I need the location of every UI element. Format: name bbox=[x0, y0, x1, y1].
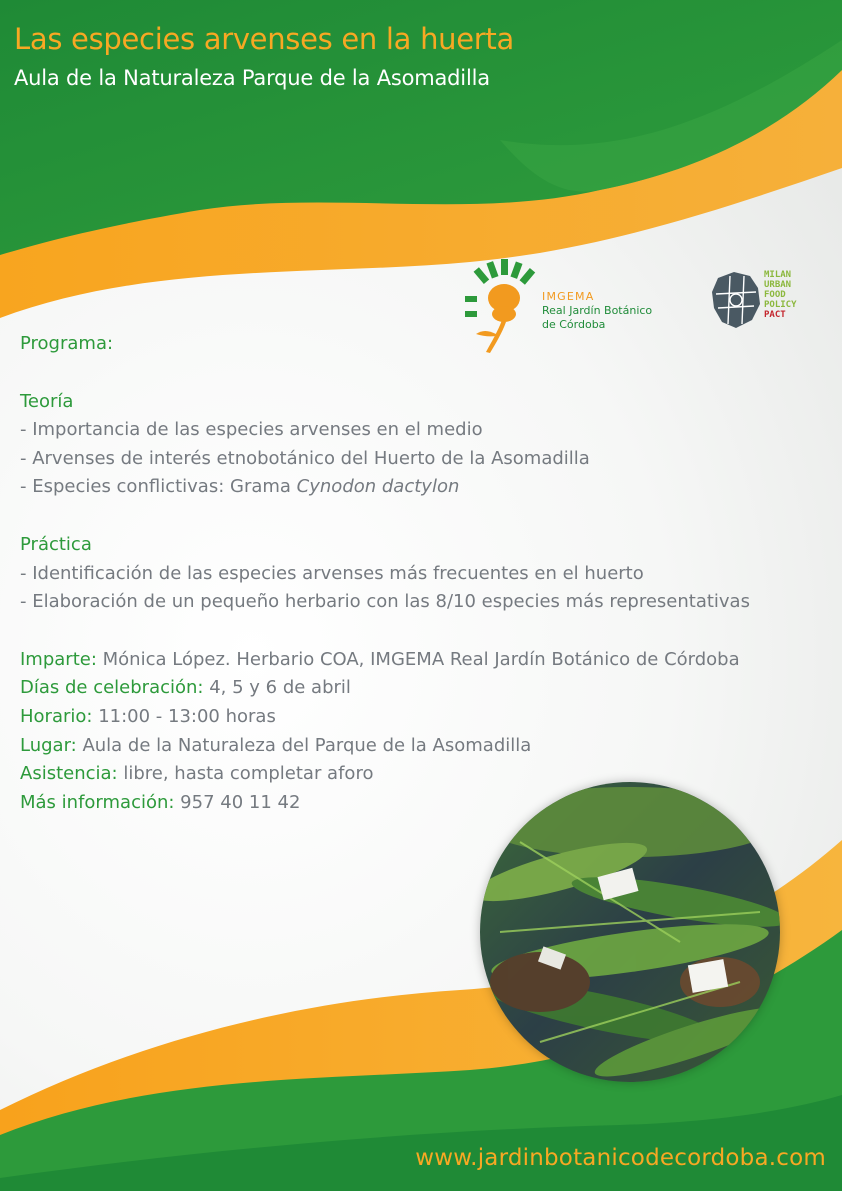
detail-label: Asistencia: bbox=[20, 763, 118, 785]
plants-photo bbox=[480, 782, 780, 1082]
detail-value: Aula de la Naturaleza del Parque de la Asomadilla bbox=[76, 734, 532, 756]
spacer bbox=[20, 502, 830, 531]
species-name: Cynodon dactylon bbox=[296, 476, 460, 498]
detail-label: Lugar: bbox=[20, 734, 77, 756]
milan-line-3: FOOD bbox=[764, 290, 786, 300]
teoria-item-text: - Especies conflictivas: Grama bbox=[20, 476, 297, 498]
milan-pact-wordmark bbox=[764, 270, 797, 320]
teoria-item: - Importancia de las especies arvenses en el medio bbox=[20, 419, 483, 441]
imgema-wordmark bbox=[542, 290, 652, 332]
detail-dias bbox=[20, 674, 830, 703]
practica-item: - Identificación de las especies arvenses más frecuentes en el huerto bbox=[20, 562, 644, 584]
spacer bbox=[20, 617, 830, 646]
milan-map-icon bbox=[710, 268, 762, 332]
milan-pact-logo bbox=[710, 268, 820, 338]
milan-line-5: PACT bbox=[764, 310, 786, 320]
spacer bbox=[20, 359, 830, 388]
detail-asistencia bbox=[20, 760, 830, 789]
program-content bbox=[20, 330, 830, 817]
detail-value: 11:00 - 13:00 horas bbox=[92, 705, 276, 727]
detail-label: Días de celebración: bbox=[20, 677, 204, 699]
detail-imparte bbox=[20, 646, 830, 675]
detail-label: Imparte: bbox=[20, 648, 97, 670]
teoria-item bbox=[20, 473, 830, 502]
detail-label: Más información: bbox=[20, 791, 175, 813]
detail-label: Horario: bbox=[20, 705, 93, 727]
program-heading: Programa: bbox=[20, 333, 114, 354]
milan-line-4: POLICY bbox=[764, 300, 797, 310]
milan-line-2: URBAN bbox=[764, 280, 792, 290]
poster-title: Las especies arvenses en la huerta bbox=[14, 22, 514, 56]
detail-horario bbox=[20, 703, 830, 732]
detail-value: 957 40 11 42 bbox=[174, 791, 301, 813]
practica-heading: Práctica bbox=[20, 533, 92, 555]
imgema-line-3: de Córdoba bbox=[542, 318, 606, 331]
plant-specimens-image bbox=[480, 782, 780, 1082]
practica-item: - Elaboración de un pequeño herbario con las 8/10 especies más representativas bbox=[20, 591, 750, 613]
teoria-item: - Arvenses de interés etnobotánico del Huerto de la Asomadilla bbox=[20, 447, 590, 469]
detail-value: 4, 5 y 6 de abril bbox=[203, 677, 351, 699]
imgema-line-2: Real Jardín Botánico bbox=[542, 304, 653, 317]
milan-line-1: MILAN bbox=[764, 270, 792, 280]
detail-value: Mónica López. Herbario COA, IMGEMA Real Jardín Botánico de Córdoba bbox=[96, 648, 740, 670]
poster-subtitle: Aula de la Naturaleza Parque de la Asomadilla bbox=[14, 66, 490, 90]
imgema-name: IMGEMA bbox=[542, 290, 595, 303]
website-link[interactable]: www.jardinbotanicodecordoba.com bbox=[415, 1145, 826, 1171]
detail-value: libre, hasta completar aforo bbox=[117, 763, 374, 785]
teoria-heading: Teoría bbox=[20, 390, 74, 412]
detail-lugar bbox=[20, 732, 830, 761]
